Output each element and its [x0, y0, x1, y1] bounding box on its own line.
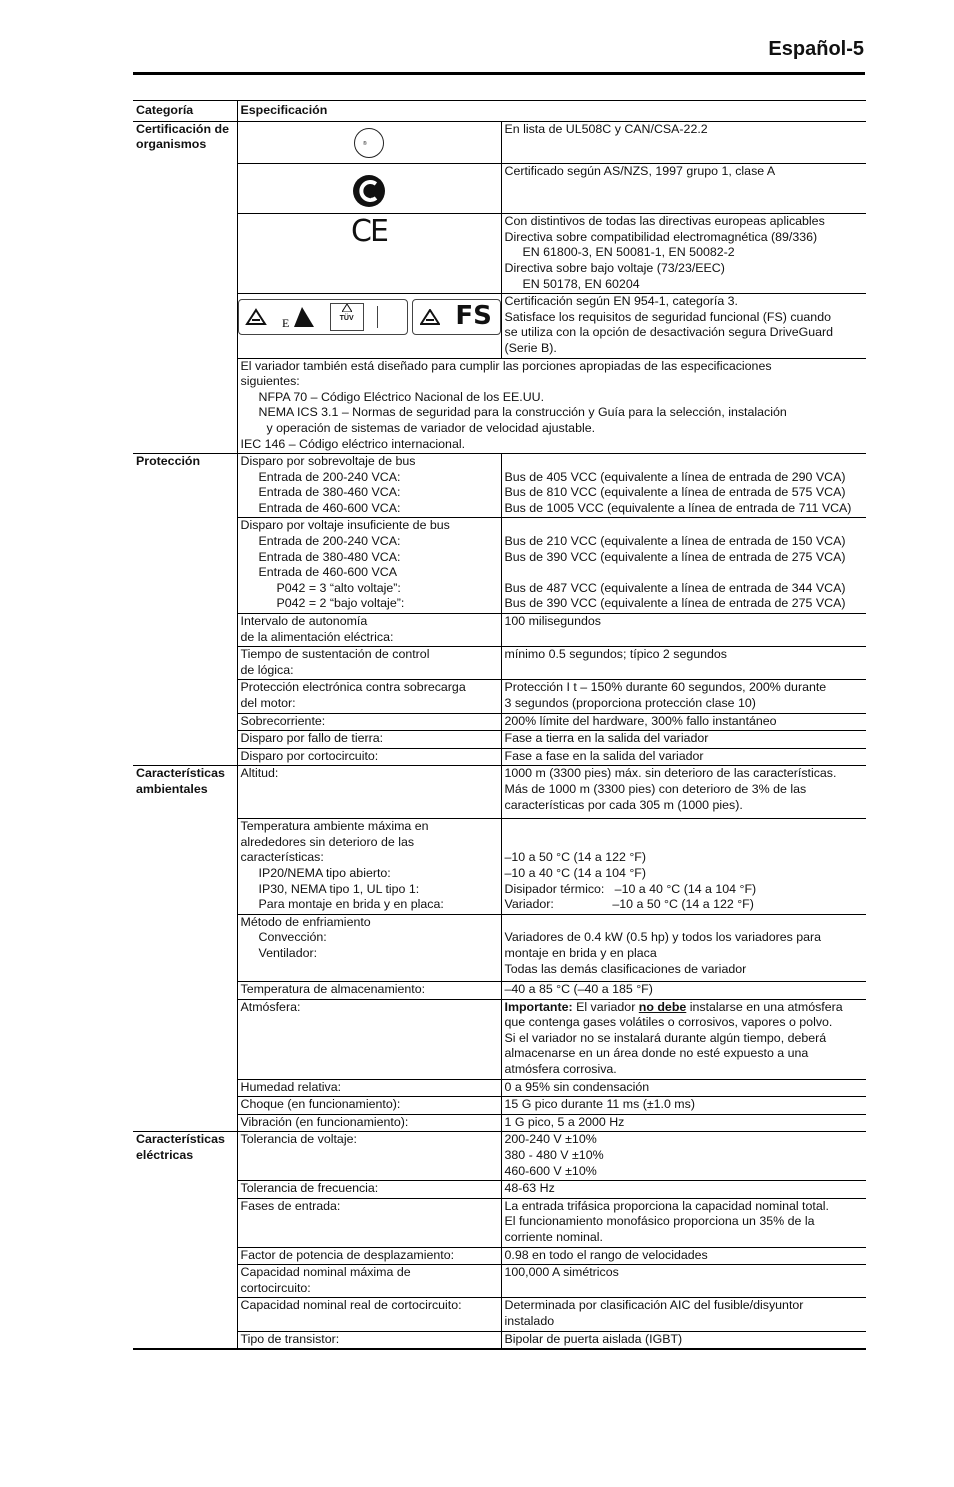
page-header-title: Español-5	[768, 38, 864, 60]
undervolt-input: P042 = 3 “alto voltaje”:	[276, 580, 401, 595]
tuv-logo-icon: TÜV	[330, 303, 364, 331]
undervolt-label	[237, 518, 501, 614]
prot-row-value: 100 milisegundos	[501, 614, 866, 647]
elec-row-value: 200-240 V ±10% 380 - 480 V ±10% 460-600 V ±10%	[501, 1132, 866, 1181]
elec-row-value: 100,000 A simétricos	[501, 1265, 866, 1298]
undervolt-value: Bus de 487 VCC (equivalente a línea de entrada de 344 VCA)	[504, 580, 846, 595]
svg-text:E: E	[282, 316, 290, 330]
env-row-value: 1 G pico, 5 a 2000 Hz	[501, 1114, 866, 1132]
overvolt-label	[237, 454, 501, 518]
standards-line: NEMA ICS 3.1 – Normas de seguridad para la construcción y Guía para la selección, instalación	[258, 405, 787, 420]
fs-triangle-icon	[420, 309, 440, 325]
elec-row-value: Bipolar de puerta aislada (IGBT)	[501, 1331, 866, 1349]
overvolt-title: Disparo por sobrevoltaje de bus	[240, 454, 416, 469]
atmosphere-label: Atmósfera:	[237, 999, 501, 1079]
overvolt-input: Entrada de 460-600 VCA:	[258, 500, 401, 515]
spec-table	[133, 100, 866, 1350]
ce-line: Directiva sobre bajo voltaje (73/23/EEC)	[504, 260, 725, 275]
tuv-divider	[377, 306, 400, 328]
elec-row-label: Capacidad nominal máxima de cortocircuito:	[237, 1265, 501, 1298]
elec-row-label: Capacidad nominal real de cortocircuito:	[237, 1298, 501, 1331]
tuv-mark-box	[238, 299, 408, 335]
overvolt-input: Entrada de 380-460 VCA:	[258, 485, 401, 500]
prot-row-value: Fase a fase en la salida del variador	[501, 748, 866, 766]
env-row-value: 0 a 95% sin condensación	[501, 1079, 866, 1097]
undervolt-input: P042 = 2 “bajo voltaje”:	[276, 596, 405, 611]
prot-row-value: mínimo 0.5 segundos; típico 2 segundos	[501, 647, 866, 680]
ctick-text: Certificado según AS/NZS, 1997 grupo 1, clase A	[501, 163, 866, 214]
ce-mark-icon: CE	[351, 214, 387, 250]
undervolt-value: Bus de 390 VCC (equivalente a línea de entrada de 275 VCA)	[504, 596, 846, 611]
standards-line: y operación de sistemas de variador de velocidad ajustable.	[266, 420, 596, 435]
ce-line: EN 61800-3, EN 50081-1, EN 50082-2	[522, 245, 735, 260]
prot-row-label: Disparo por cortocircuito:	[237, 748, 501, 766]
elec-row-label: Fases de entrada:	[237, 1198, 501, 1247]
category-electrical: Características eléctricas	[133, 1132, 237, 1349]
elec-row-value: La entrada trifásica proporciona la capacidad nominal total. El funcionamiento monofásico proporciona un 35% de la corriente nominal.	[501, 1198, 866, 1247]
tuv-mark-cell	[237, 294, 501, 358]
fs-logo-icon: FS	[455, 301, 492, 332]
safety-marks	[238, 296, 501, 338]
undervolt-values	[501, 518, 866, 614]
category-certification: Certificación de organismos	[133, 121, 237, 454]
standards-line: siguientes:	[240, 374, 300, 389]
temp-values: –10 a 50 °C (14 a 122 °F) –10 a 40 °C (14 a 104 °F) Disipador térmico: –10 a 40 °C (14 a 104 °F) Variador: –10 a 50 °C (14 a 122 °F)	[501, 819, 866, 915]
env-row-label: Vibración (en funcionamiento):	[237, 1114, 501, 1132]
tuv-line: Satisface los requisitos de seguridad funcional (FS) cuando	[504, 309, 831, 324]
ul-listed-icon: ®	[354, 128, 384, 158]
overvolt-values	[501, 454, 866, 518]
storage-label: Temperatura de almacenamiento:	[237, 982, 501, 1000]
undervolt-title: Disparo por voltaje insuficiente de bus	[240, 518, 450, 533]
tuv-line: (Serie B).	[504, 340, 557, 355]
prot-row-value: Fase a tierra en la salida del variador	[501, 731, 866, 749]
c-tick-icon	[352, 174, 386, 208]
col-header-category: Categoría	[133, 101, 237, 122]
ce-mark-cell	[237, 214, 501, 294]
elec-row-label: Factor de potencia de desplazamiento:	[237, 1247, 501, 1265]
header-rule	[133, 72, 865, 75]
undervolt-input: Entrada de 460-600 VCA	[258, 565, 397, 580]
elec-row-value: 0.98 en todo el rango de velocidades	[501, 1247, 866, 1265]
undervolt-input: Entrada de 380-480 VCA:	[258, 549, 401, 564]
tuv-line: se utiliza con la opción de desactivación segura DriveGuard	[504, 325, 834, 340]
atmosphere-value: Importante: El variador no debe instalarse en una atmósfera que contenga gases volátiles o corrosivos, vapores o polvo. Si el variador no se instalará durante algún tiempo, deberá almacenarse en un área donde no esté expuesto a una atmósfera corrosiva.	[501, 999, 866, 1079]
ce-line: Con distintivos de todas las directivas europeas aplicables	[504, 214, 825, 229]
undervolt-input: Entrada de 200-240 VCA:	[258, 534, 401, 549]
overvolt-value: Bus de 405 VCC (equivalente a línea de entrada de 290 VCA)	[504, 469, 846, 484]
prot-row-label: Sobrecorriente:	[237, 713, 501, 731]
undervolt-value: Bus de 390 VCC (equivalente a línea de entrada de 275 VCA)	[504, 549, 846, 564]
tuv-text	[501, 294, 866, 358]
elec-row-value: Determinada por clasificación AIC del fusible/disyuntor instalado	[501, 1298, 866, 1331]
storage-value: –40 a 85 °C (–40 a 185 °F)	[501, 982, 866, 1000]
elec-row-value: 48-63 Hz	[501, 1181, 866, 1199]
overvolt-input: Entrada de 200-240 VCA:	[258, 469, 401, 484]
ce-text	[501, 214, 866, 294]
elec-row-label: Tolerancia de voltaje:	[237, 1132, 501, 1181]
standards-line: IEC 146 – Código eléctrico internacional.	[240, 436, 466, 451]
category-environmental: Características ambientales	[133, 766, 237, 1132]
cooling-label: Método de enfriamiento Convección: Ventilador:	[237, 914, 501, 981]
standards-line: NFPA 70 – Código Eléctrico Nacional de los EE.UU.	[258, 389, 545, 404]
ce-line: EN 50178, EN 60204	[522, 276, 640, 291]
env-row-label: Humedad relativa:	[237, 1079, 501, 1097]
prot-row-value: Protección I t – 150% durante 60 segundos, 200% durante 3 segundos (proporciona protección clase 10)	[501, 680, 866, 713]
prot-row-value: 200% límite del hardware, 300% fallo instantáneo	[501, 713, 866, 731]
prot-row-label: Disparo por fallo de tierra:	[237, 731, 501, 749]
col-header-spec: Especificación	[237, 101, 866, 122]
elec-row-label: Tipo de transistor:	[237, 1331, 501, 1349]
prot-row-label: Protección electrónica contra sobrecarga del motor:	[237, 680, 501, 713]
cooling-values: Variadores de 0.4 kW (0.5 hp) y todos los variadores para montaje en brida y en placa Todas las demás clasificaciones de variador	[501, 914, 866, 981]
e-triangle-icon	[280, 305, 316, 329]
altitude-label: Altitud:	[237, 766, 501, 819]
ctick-mark-cell	[237, 163, 501, 214]
temp-label: Temperatura ambiente máxima en alrededores sin deterioro de las características: IP20/NEMA tipo abierto: IP30, NEMA tipo 1, UL tipo 1: Para montaje en brida y en placa:	[237, 819, 501, 915]
category-protection: Protección	[133, 454, 237, 766]
ul-text: En lista de UL508C y CAN/CSA-22.2	[501, 121, 866, 163]
prot-row-label: Tiempo de sustentación de control de lógica:	[237, 647, 501, 680]
prot-row-label: Intervalo de autonomía de la alimentación eléctrica:	[237, 614, 501, 647]
ce-line: Directiva sobre compatibilidad electromagnética (89/336)	[504, 229, 818, 244]
env-row-value: 15 G pico durante 11 ms (±1.0 ms)	[501, 1097, 866, 1115]
standards-line: El variador también está diseñado para cumplir las porciones apropiadas de las especificaciones	[240, 358, 772, 373]
overvolt-value: Bus de 1005 VCC (equivalente a línea de entrada de 711 VCA)	[504, 500, 852, 515]
undervolt-value: Bus de 210 VCC (equivalente a línea de entrada de 150 VCA)	[504, 534, 846, 549]
standards-text	[237, 358, 866, 454]
tuv-line: Certificación según EN 954-1, categoría 3.	[504, 294, 738, 309]
overvolt-value: Bus de 810 VCC (equivalente a línea de entrada de 575 VCA)	[504, 485, 846, 500]
elec-row-label: Tolerancia de frecuencia:	[237, 1181, 501, 1199]
altitude-value: 1000 m (3300 pies) máx. sin deterioro de las características. Más de 1000 m (3300 pies) con deterioro de 3% de las características por cada 305 m (1000 pies).	[501, 766, 866, 819]
fs-mark-box	[412, 299, 501, 335]
ul-mark-cell	[237, 121, 501, 163]
warning-triangle-icon	[245, 308, 267, 326]
env-row-label: Choque (en funcionamiento):	[237, 1097, 501, 1115]
